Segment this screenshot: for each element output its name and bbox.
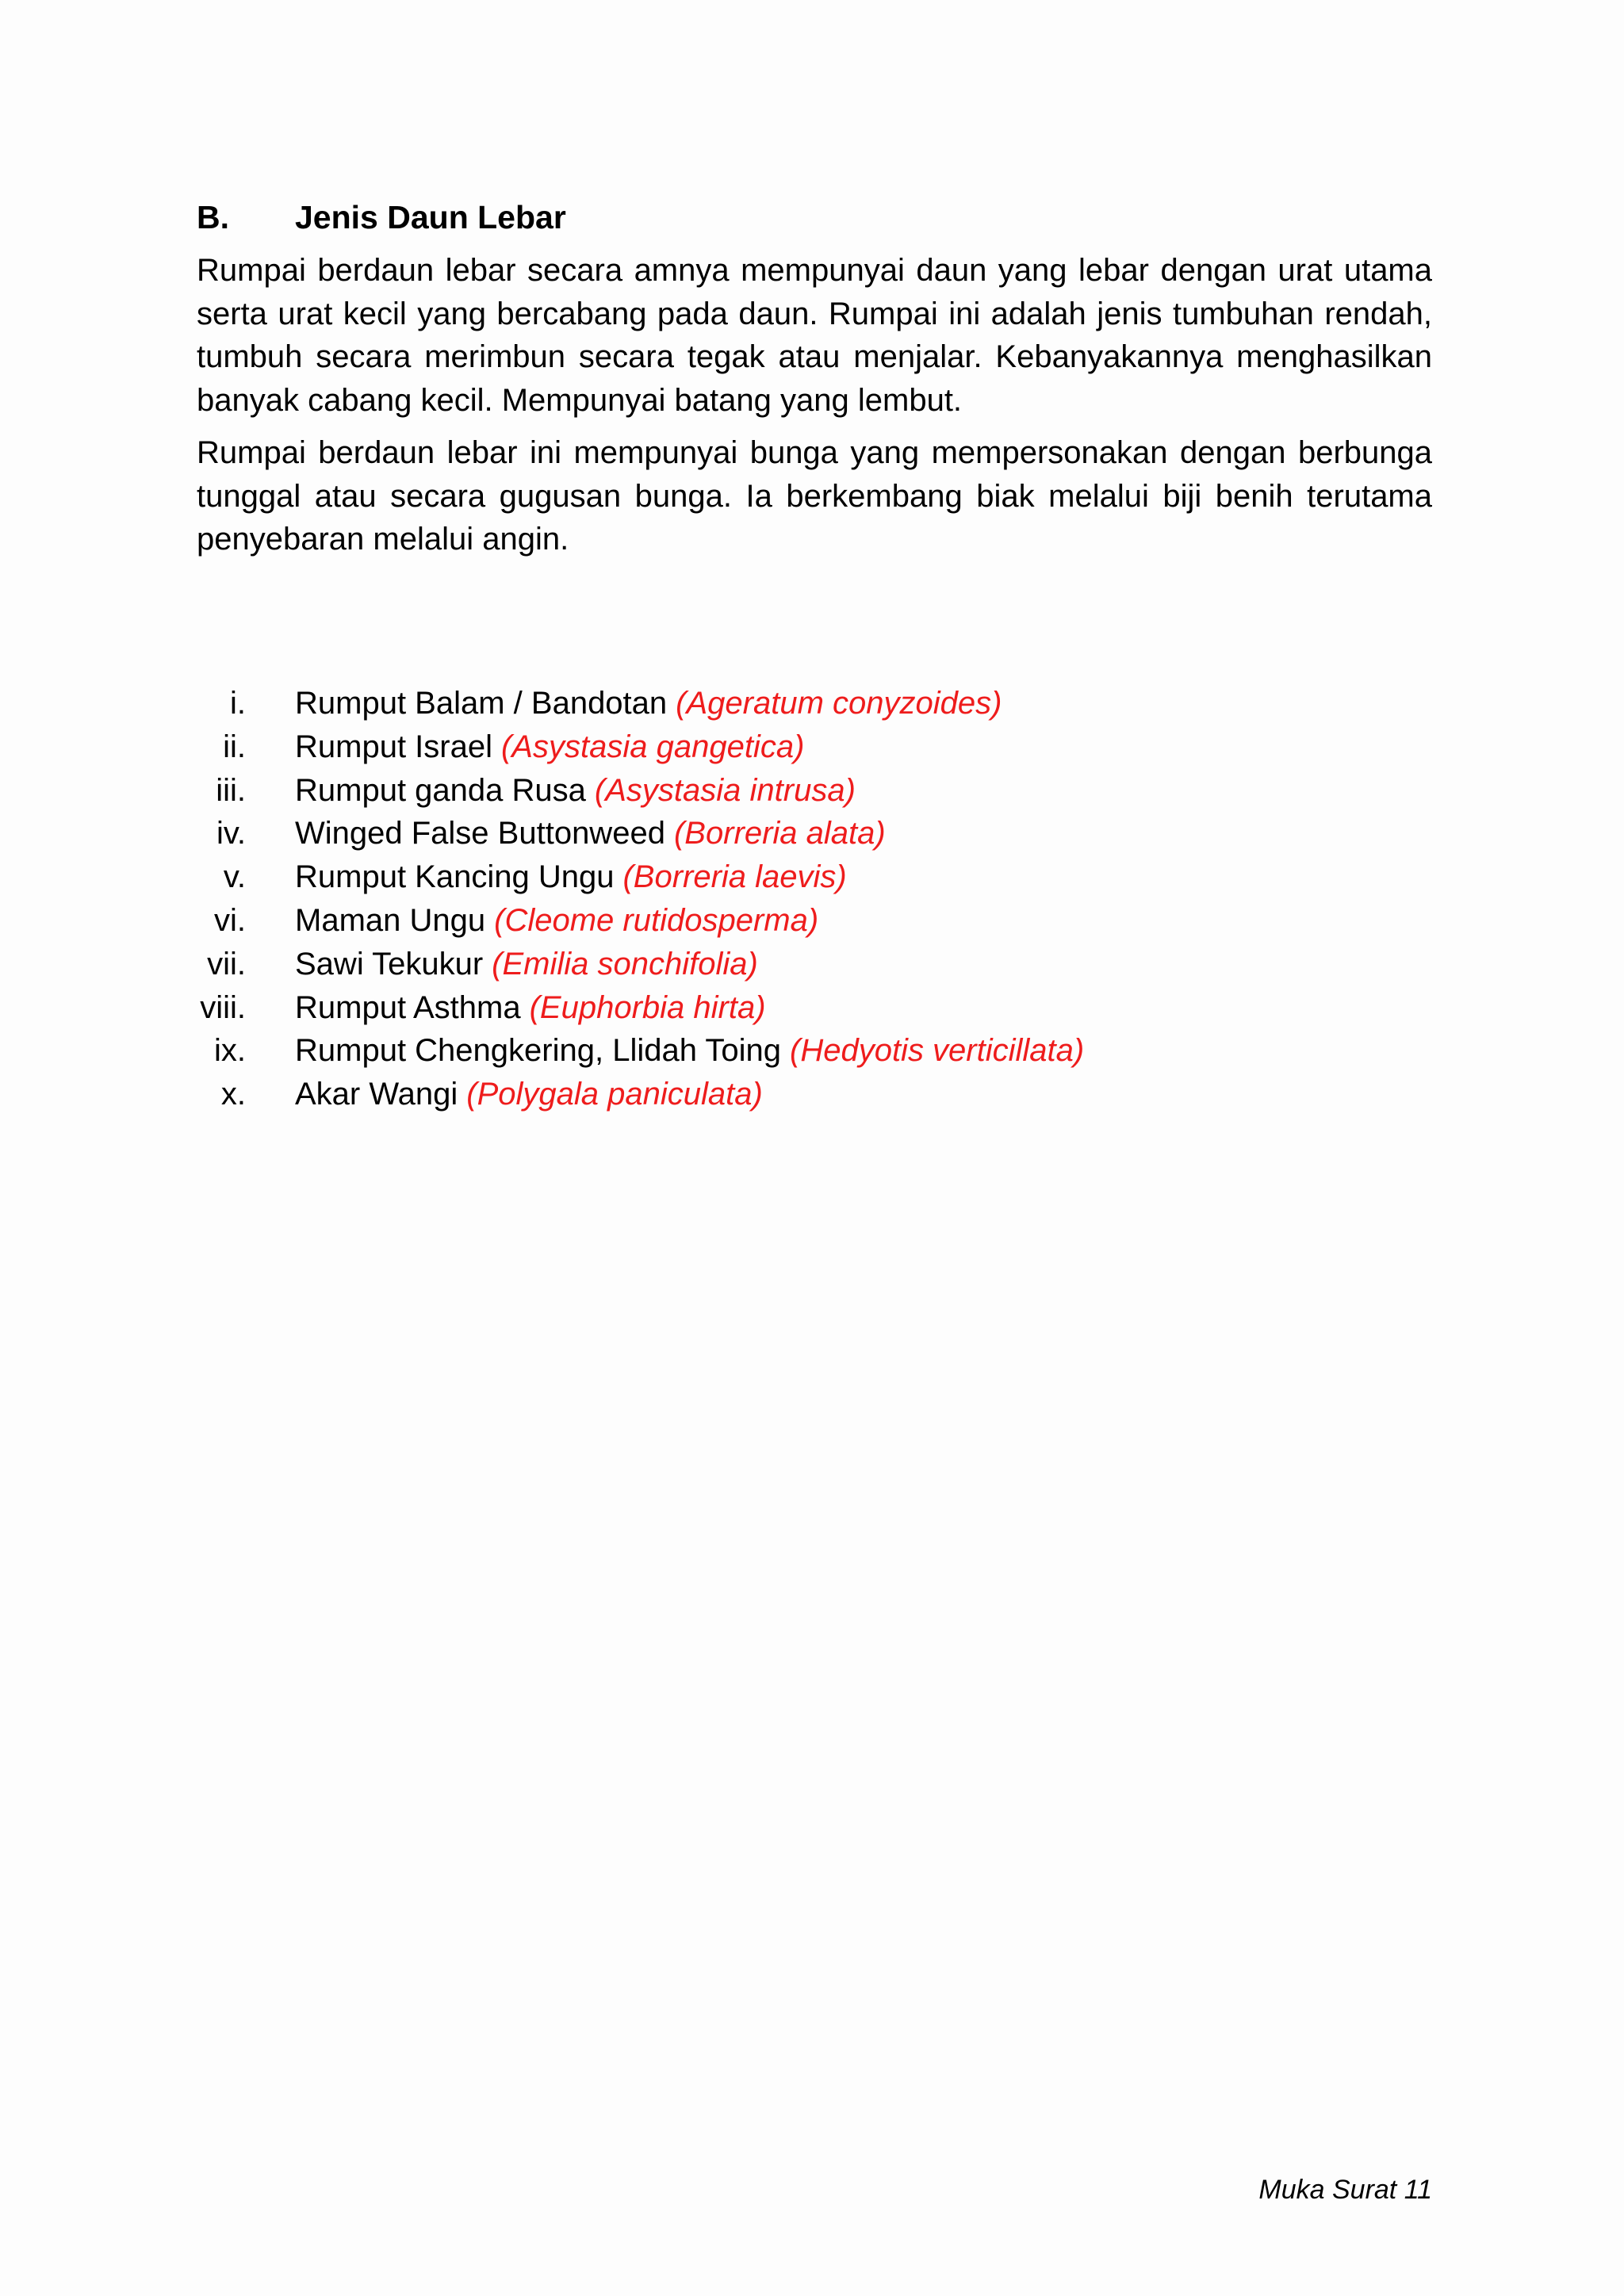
list-item bbox=[197, 855, 1465, 899]
scientific-name: (Euphorbia hirta) bbox=[529, 989, 766, 1025]
common-name: Rumput Kancing Ungu bbox=[295, 859, 615, 895]
paragraph-flowering: Rumpai berdaun lebar ini mempunyai bunga yang mempersonakan dengan berbunga tunggal atau secara gugusan bunga. Ia berkembang biak melalui biji benih terutama penyebaran melalui angin. bbox=[197, 435, 1432, 557]
list-number: vi. bbox=[214, 902, 246, 938]
list-number: iii. bbox=[216, 772, 246, 808]
common-name: Rumput Israel bbox=[295, 729, 492, 764]
common-name: Maman Ungu bbox=[295, 902, 486, 938]
scientific-name: (Cleome rutidosperma) bbox=[494, 902, 819, 938]
common-name: Rumput Balam / Bandotan bbox=[295, 686, 668, 721]
list-number: viii. bbox=[200, 989, 246, 1025]
common-name: Winged False Buttonweed bbox=[295, 816, 665, 851]
scientific-name: (Asystasia gangetica) bbox=[500, 729, 805, 764]
list-item bbox=[197, 943, 1465, 986]
list-number: x. bbox=[220, 1077, 246, 1112]
list-number: ix. bbox=[214, 1033, 246, 1069]
list-item bbox=[197, 986, 1465, 1030]
list-item bbox=[197, 812, 1465, 855]
common-name: Rumput Chengkering, Llidah Toing bbox=[295, 1033, 781, 1069]
common-name: Sawi Tekukur bbox=[295, 946, 484, 982]
list-item bbox=[197, 899, 1465, 943]
list-item bbox=[197, 682, 1465, 725]
paragraph-description: Rumpai berdaun lebar secara amnya mempunyai daun yang lebar dengan urat utama serta urat kecil yang bercabang pada daun. Rumpai ini adalah jenis tumbuhan rendah, tumbuh secara merimbun secara tegak atau menjalar. Kebanyakannya menghasilkan banyak cabang kecil. Mempunyai batang yang lembut. bbox=[197, 253, 1432, 418]
scientific-name: (Ageratum conyzoides) bbox=[676, 686, 1002, 721]
scientific-name: (Borreria alata) bbox=[673, 816, 886, 851]
list-item bbox=[197, 1073, 1465, 1116]
list-item bbox=[197, 1029, 1465, 1073]
scientific-name: (Polygala paniculata) bbox=[466, 1077, 763, 1112]
list-number: v. bbox=[223, 859, 246, 895]
section-letter: B. bbox=[197, 199, 229, 235]
scientific-name: (Asystasia intrusa) bbox=[594, 772, 856, 808]
list-number: vii. bbox=[207, 946, 246, 982]
list-number: ii. bbox=[223, 729, 246, 764]
list-item bbox=[197, 725, 1465, 769]
common-name: Rumput ganda Rusa bbox=[295, 772, 586, 808]
list-item bbox=[197, 769, 1465, 813]
page-number: Muka Surat 11 bbox=[1258, 2175, 1432, 2205]
section-heading bbox=[197, 197, 566, 238]
common-name: Rumput Asthma bbox=[295, 989, 521, 1025]
section-title: Jenis Daun Lebar bbox=[295, 199, 566, 235]
scientific-name: (Hedyotis verticillata) bbox=[790, 1033, 1085, 1069]
common-name: Akar Wangi bbox=[295, 1077, 458, 1112]
scientific-name: (Emilia sonchifolia) bbox=[492, 946, 758, 982]
plant-list bbox=[197, 682, 1465, 1116]
list-number: iv. bbox=[216, 816, 246, 851]
list-number: i. bbox=[230, 686, 246, 721]
scientific-name: (Borreria laevis) bbox=[622, 859, 847, 895]
